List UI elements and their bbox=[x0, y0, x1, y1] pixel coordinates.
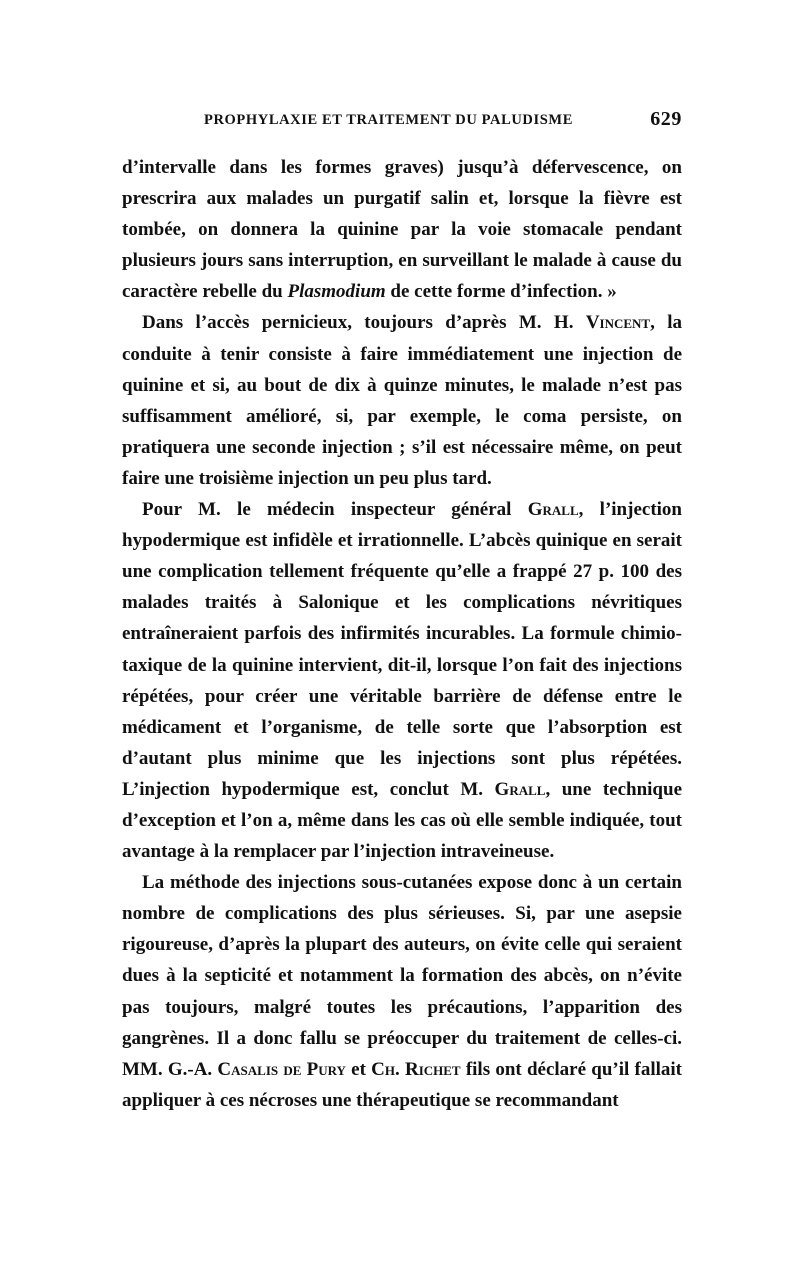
author-name-grall: Grall bbox=[527, 499, 579, 521]
body-text bbox=[122, 152, 682, 1116]
paragraph-1-text-a: d’intervalle dans les formes graves) jusqu’à défervescence, on prescrira aux malades un purgatif salin et, lorsque la fièvre est tombée, on donnera la quinine par la voie stomacale pendant plusieurs jours sans interruption, en surveillant le malade à cause du caractère rebelle du bbox=[122, 157, 682, 303]
running-header bbox=[120, 108, 682, 136]
paragraph-4-text-b: et bbox=[345, 1058, 372, 1080]
paragraph-1 bbox=[122, 152, 682, 307]
author-name-grall-2: Grall bbox=[494, 778, 546, 800]
paragraph-2 bbox=[122, 307, 682, 494]
paragraph-4 bbox=[122, 867, 682, 1116]
italic-term-plasmodium: Plasmodium bbox=[287, 281, 386, 303]
paragraph-4-text-c: fils ont déclaré qu’il fallait appliquer à ces nécroses une thérapeutique se recommandant bbox=[122, 1058, 682, 1111]
paragraph-2-text-b: , la conduite à tenir consiste à faire immédiatement une injection de quinine et si, au bout de dix à quinze minutes, le malade n’est pas suffisamment amélioré, si, par exemple, le coma persiste, on pratiquera une seconde injection ; s’il est nécessaire même, on peut faire une troisième injection un peu plus tard. bbox=[122, 312, 682, 489]
paragraph-1-text-b: de cette forme d’infection. » bbox=[385, 281, 617, 303]
author-name-richet: Ch. Richet bbox=[371, 1058, 461, 1080]
author-name-vincent: Vincent bbox=[585, 312, 651, 334]
paragraph-3-text-c: , une technique d’exception et l’on a, même dans les cas où elle semble indiquée, tout avantage à la remplacer par l’injection intraveineuse. bbox=[122, 778, 682, 863]
author-name-casalis-de-pury: G.-A. Casalis de Pury bbox=[167, 1058, 346, 1080]
paragraph-3-text-b: , l’injection hypodermique est infidèle et irrationnelle. L’abcès quinique en serait une complication tellement fréquente qu’elle a frappé 27 p. 100 des malades traités à Salonique et les complications névritiques entraîneraient parfois des infirmités incurables. La formule chimio-taxique de la quinine intervient, dit-il, lorsque l’on fait des injections répétées, pour créer une véritable barrière de défense entre le médicament et l’organisme, de telle sorte que l’absorption est d’autant plus minime que les injections sont plus répétées. L’injection hypodermique est, conclut M. bbox=[122, 499, 682, 800]
paragraph-3 bbox=[122, 494, 682, 867]
paragraph-3-text-a: Pour M. le médecin inspecteur général bbox=[142, 499, 528, 521]
paragraph-2-text-a: Dans l’accès pernicieux, toujours d’après M. H. bbox=[142, 312, 586, 334]
running-title: PROPHYLAXIE ET TRAITEMENT DU PALUDISME bbox=[204, 112, 573, 128]
paragraph-4-text-a: La méthode des injections sous-cutanées expose donc à un certain nombre de complications des plus sérieuses. Si, par une asepsie rigoureuse, d’après la plupart des auteurs, on évite celle qui seraient dues à la septicité et notamment la formation des abcès, on n’évite pas toujours, malgré toutes les précautions, l’apparition des gangrènes. Il a donc fallu se préoccuper du traitement de celles-ci. MM. bbox=[122, 872, 682, 1080]
page-number: 629 bbox=[650, 108, 682, 130]
